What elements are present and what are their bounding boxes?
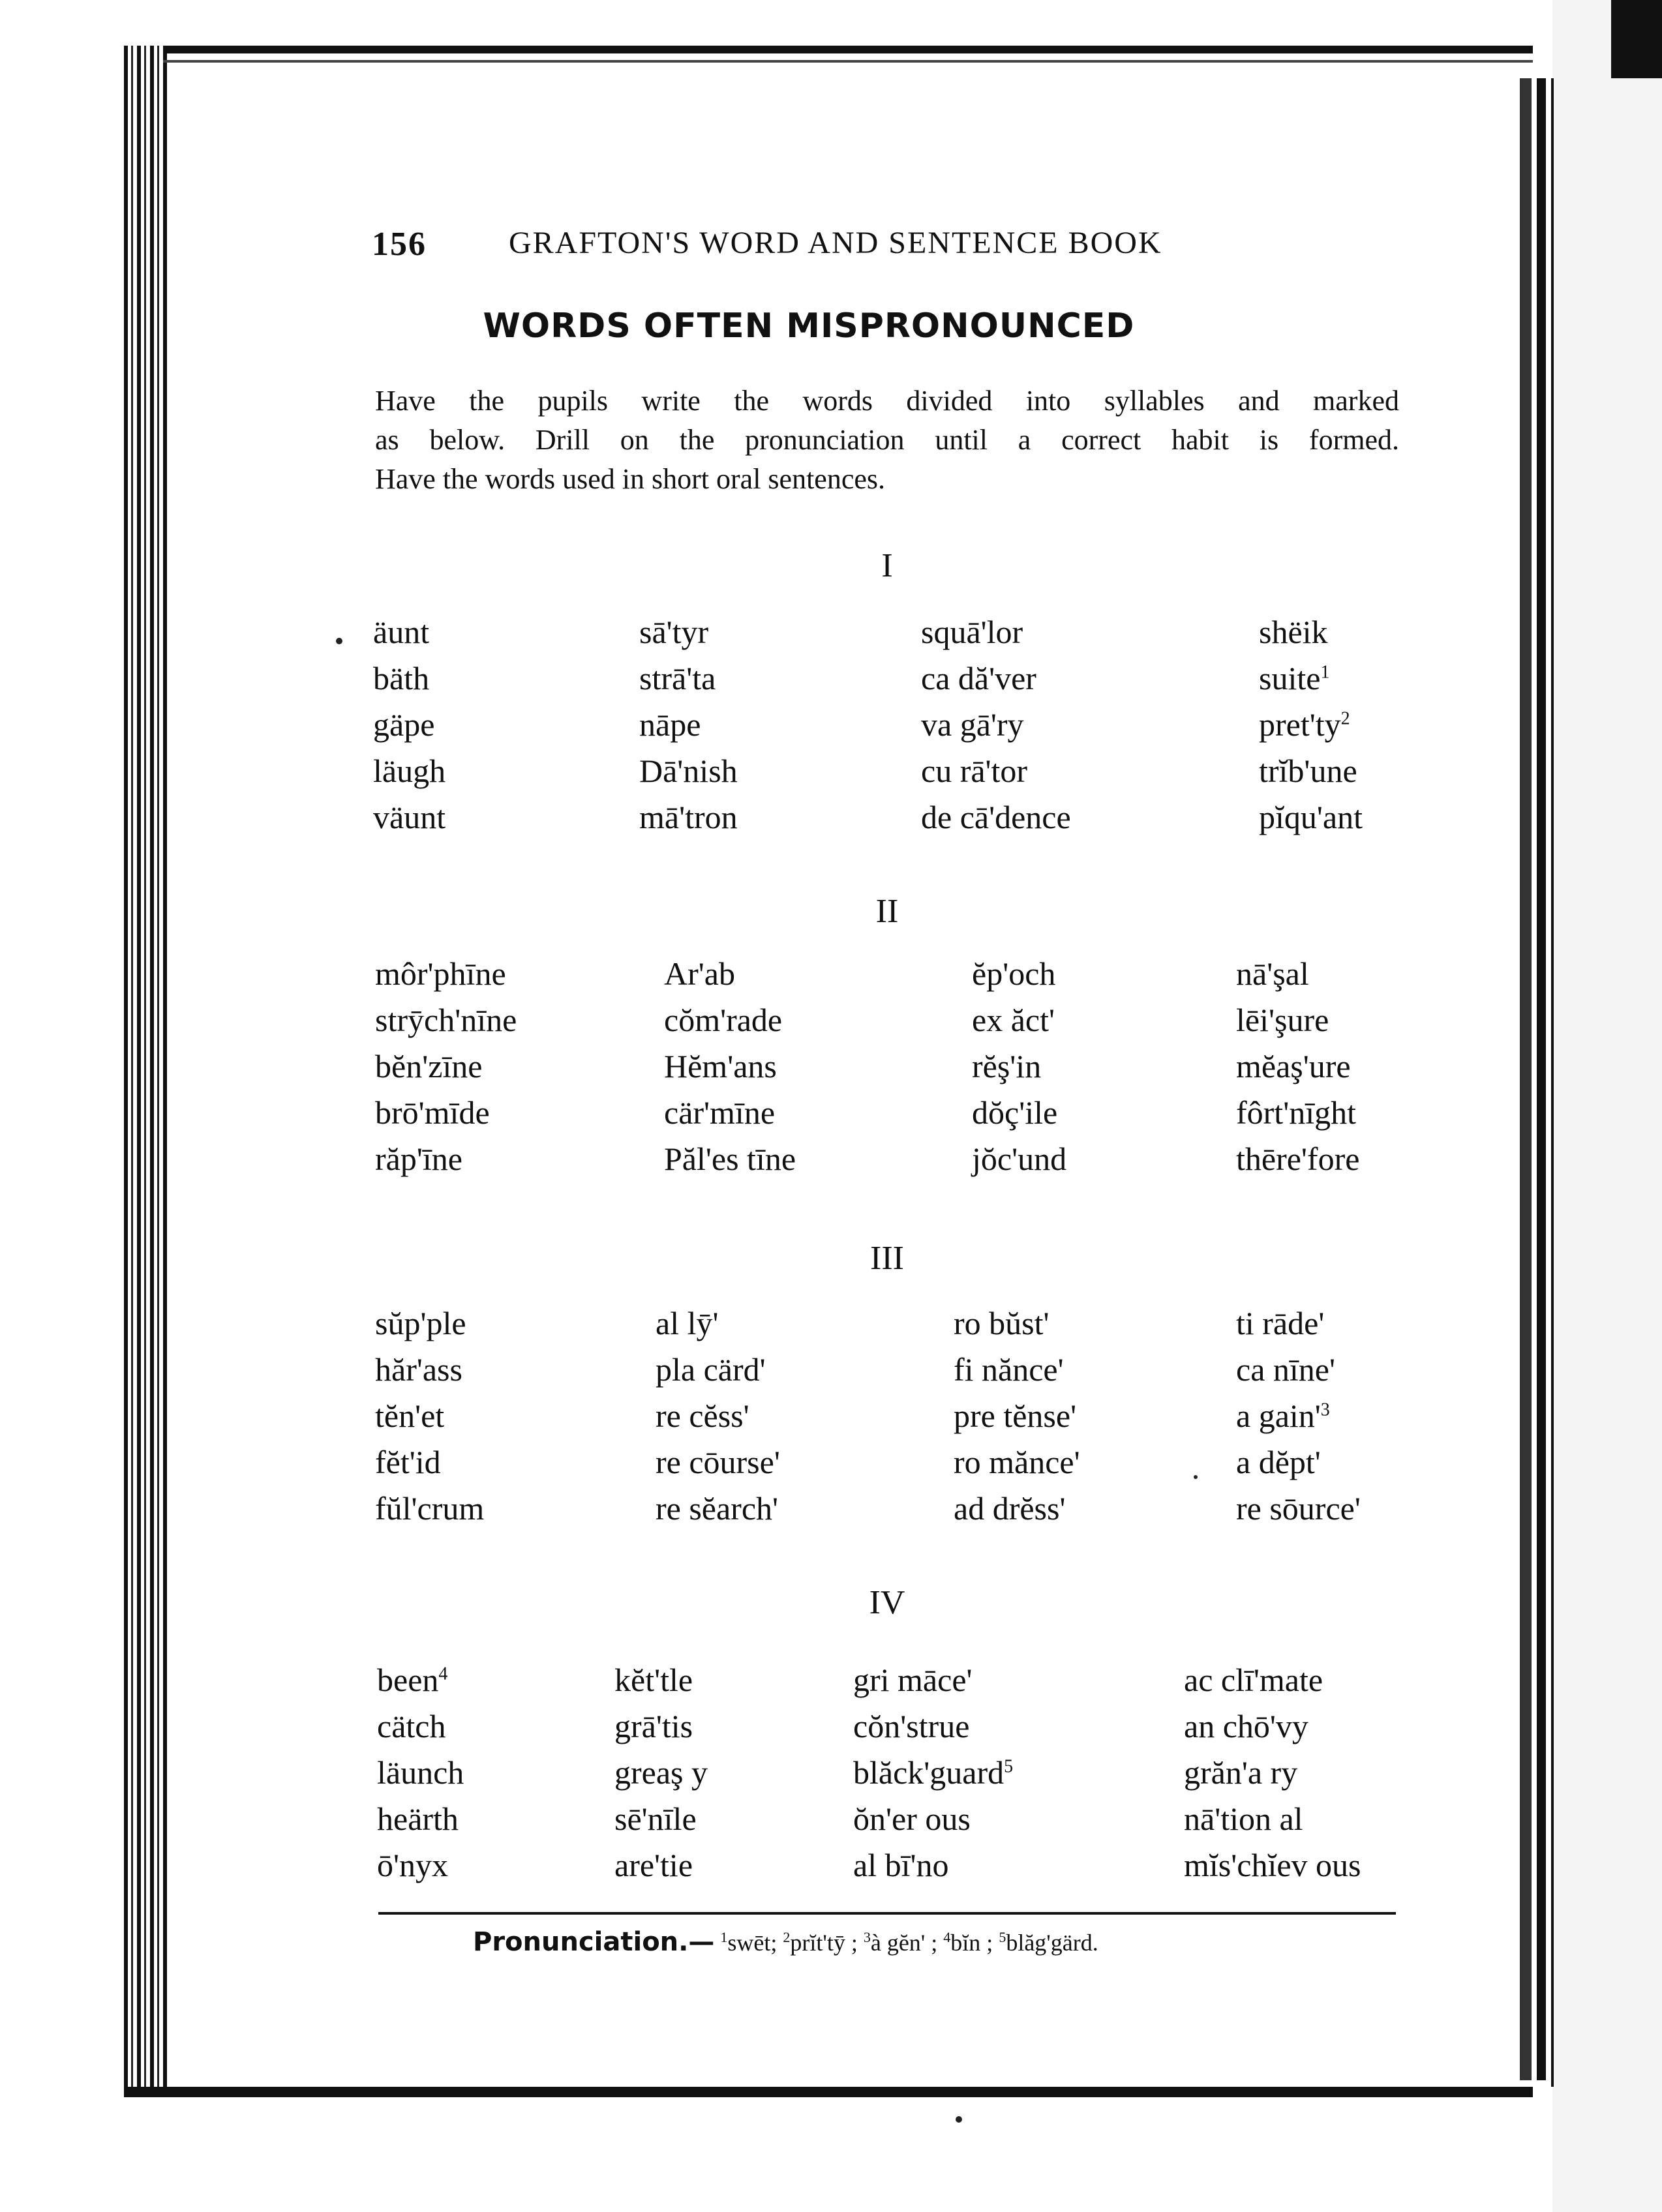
word: al bī'no	[853, 1847, 949, 1883]
intro-line: as below. Drill on the pronunciation until a correct habit is formed.	[375, 424, 1399, 456]
word: blăck'guard$^5$	[853, 1754, 1014, 1791]
word: môr'phīne	[375, 955, 506, 992]
word: mĭs'chĭev ous	[1184, 1847, 1361, 1883]
word: squā'lor	[921, 614, 1023, 650]
footnote-entry: prĭt'tȳ ;	[790, 1930, 858, 1956]
footnote-number: 1	[720, 1929, 728, 1945]
section-label-i: I	[881, 547, 893, 584]
word: ro bŭst'	[954, 1305, 1050, 1341]
page-top-edge	[163, 46, 1533, 53]
word: ad drĕss'	[954, 1490, 1066, 1527]
word: ac clī'mate	[1184, 1662, 1323, 1698]
word: fĕt'id	[375, 1444, 441, 1480]
word: cu rā'tor	[921, 753, 1028, 789]
word: hăr'ass	[375, 1351, 462, 1388]
word: an chō'vy	[1184, 1708, 1308, 1744]
word: gri māce'	[853, 1662, 973, 1698]
word: ca nīne'	[1236, 1351, 1335, 1388]
section-label-iii: III	[870, 1240, 904, 1277]
running-header	[372, 225, 1246, 271]
word: fi nănce'	[954, 1351, 1064, 1388]
word: $pret'ty^2$	[1259, 706, 1350, 743]
scan-corner	[1611, 0, 1662, 78]
word: cŏn'strue	[853, 1708, 970, 1744]
word: bĕn'zīne	[375, 1048, 483, 1084]
footnote-entry: swēt;	[727, 1930, 778, 1956]
footnote-entry: à gĕn' ;	[870, 1930, 938, 1956]
note-mark: 1	[1320, 662, 1330, 683]
word: răp'īne	[375, 1141, 462, 1177]
word: mĕaş'ure	[1236, 1048, 1351, 1084]
word: ŏn'er ous	[853, 1801, 971, 1837]
word: bäth	[373, 660, 430, 696]
word: väunt	[373, 799, 446, 835]
note-mark: 5	[1004, 1756, 1014, 1777]
footnote-number: 5	[999, 1929, 1006, 1945]
footnote-entry: bĭn ;	[950, 1930, 993, 1956]
note-mark: 2	[1340, 708, 1350, 729]
word: ex ăct'	[972, 1002, 1055, 1038]
word: re sōurce'	[1236, 1490, 1361, 1527]
page-bottom-edge	[124, 2087, 1533, 2097]
word: nā'şal	[1236, 955, 1309, 992]
word: re cĕss'	[656, 1397, 749, 1434]
word: Păl'es tīne	[664, 1141, 796, 1177]
word: pre tĕnse'	[954, 1397, 1077, 1434]
intro-line: Have the pupils write the words divided into syllables and marked	[375, 385, 1399, 417]
footnote-rule	[378, 1912, 1396, 1915]
footnote-number: 4	[943, 1929, 951, 1945]
note-mark: 3	[1320, 1399, 1330, 1420]
scan-speck	[336, 638, 342, 644]
word: are'tie	[614, 1847, 693, 1883]
footnote-entry: blăg'gärd.	[1006, 1930, 1098, 1956]
word: de cā'dence	[921, 799, 1071, 835]
running-head: GRAFTON'S WORD AND SENTENCE BOOK	[509, 226, 1162, 260]
word: sā'tyr	[639, 614, 709, 650]
word: kĕt'tle	[614, 1662, 693, 1698]
book-spine-edge	[124, 46, 170, 2087]
word: pĭqu'ant	[1259, 799, 1363, 835]
word: trĭb'une	[1259, 753, 1357, 789]
word: shëik	[1259, 614, 1328, 650]
word: ti rāde'	[1236, 1305, 1325, 1341]
word: greaş y	[614, 1754, 708, 1791]
word: cŏm'rade	[664, 1002, 783, 1038]
footnote	[473, 1927, 1098, 1957]
intro-paragraph	[375, 381, 1399, 499]
word: läunch	[377, 1754, 464, 1791]
word: strȳch'nīne	[375, 1002, 517, 1038]
word: ca dă'ver	[921, 660, 1036, 696]
note-mark: 4	[438, 1664, 448, 1684]
word: nāpe	[639, 706, 701, 743]
word: tĕn'et	[375, 1397, 445, 1434]
word: al lȳ'	[656, 1305, 719, 1341]
word: fŭl'crum	[375, 1490, 485, 1527]
adjacent-page	[1552, 0, 1662, 2212]
word: ĕp'och	[972, 955, 1056, 992]
section-label-iv: IV	[869, 1584, 905, 1621]
word: sŭp'ple	[375, 1305, 466, 1341]
word: mā'tron	[639, 799, 738, 835]
word: thēre'fore	[1236, 1141, 1360, 1177]
word: sē'nīle	[614, 1801, 697, 1837]
word: a dĕpt'	[1236, 1444, 1321, 1480]
word: dŏç'ile	[972, 1094, 1058, 1131]
word: pla cärd'	[656, 1351, 766, 1388]
word: suite$^1$	[1259, 660, 1330, 696]
footnote-label: Pronunciation.—	[473, 1927, 715, 1957]
word: ro mănce'	[954, 1444, 1080, 1480]
word: a $gain'^3$	[1236, 1397, 1330, 1434]
word: heärth	[377, 1801, 459, 1837]
page-top-edge-thin	[163, 60, 1533, 63]
word: Ar'ab	[664, 955, 735, 992]
scan-speck	[956, 2116, 962, 2123]
word: strā'ta	[639, 660, 716, 696]
word: jŏc'und	[972, 1141, 1067, 1177]
scan-speck	[1194, 1475, 1198, 1479]
word: been$^4$	[377, 1662, 448, 1698]
word: cär'mīne	[664, 1094, 776, 1131]
word: va gā'ry	[921, 706, 1024, 743]
word: re cōurse'	[656, 1444, 780, 1480]
word: cätch	[377, 1708, 446, 1744]
word: brō'mīde	[375, 1094, 490, 1131]
page-gutter-rule	[1551, 78, 1554, 2087]
word: grăn'a ry	[1184, 1754, 1298, 1791]
word: fôrt'nīght	[1236, 1094, 1356, 1131]
section-label-ii: II	[875, 893, 899, 930]
word: gäpe	[373, 706, 435, 743]
intro-line: Have the words used in short oral sentences.	[375, 463, 886, 495]
word: Dā'nish	[639, 753, 738, 789]
word: ō'nyx	[377, 1847, 449, 1883]
page-title: WORDS OFTEN MISPRONOUNCED	[483, 306, 1135, 346]
page-number: 156	[372, 226, 427, 263]
word: Hĕm'ans	[664, 1048, 777, 1084]
word: nā'tion al	[1184, 1801, 1303, 1837]
footnote-number: 3	[863, 1929, 871, 1945]
word: läugh	[373, 753, 446, 789]
word: äunt	[373, 614, 430, 650]
footnote-number: 2	[783, 1929, 791, 1945]
word: lēi'şure	[1236, 1002, 1329, 1038]
word: re sĕarch'	[656, 1490, 779, 1527]
word: rĕş'in	[972, 1048, 1042, 1084]
word: grā'tis	[614, 1708, 693, 1744]
page-right-edge	[1520, 78, 1552, 2080]
